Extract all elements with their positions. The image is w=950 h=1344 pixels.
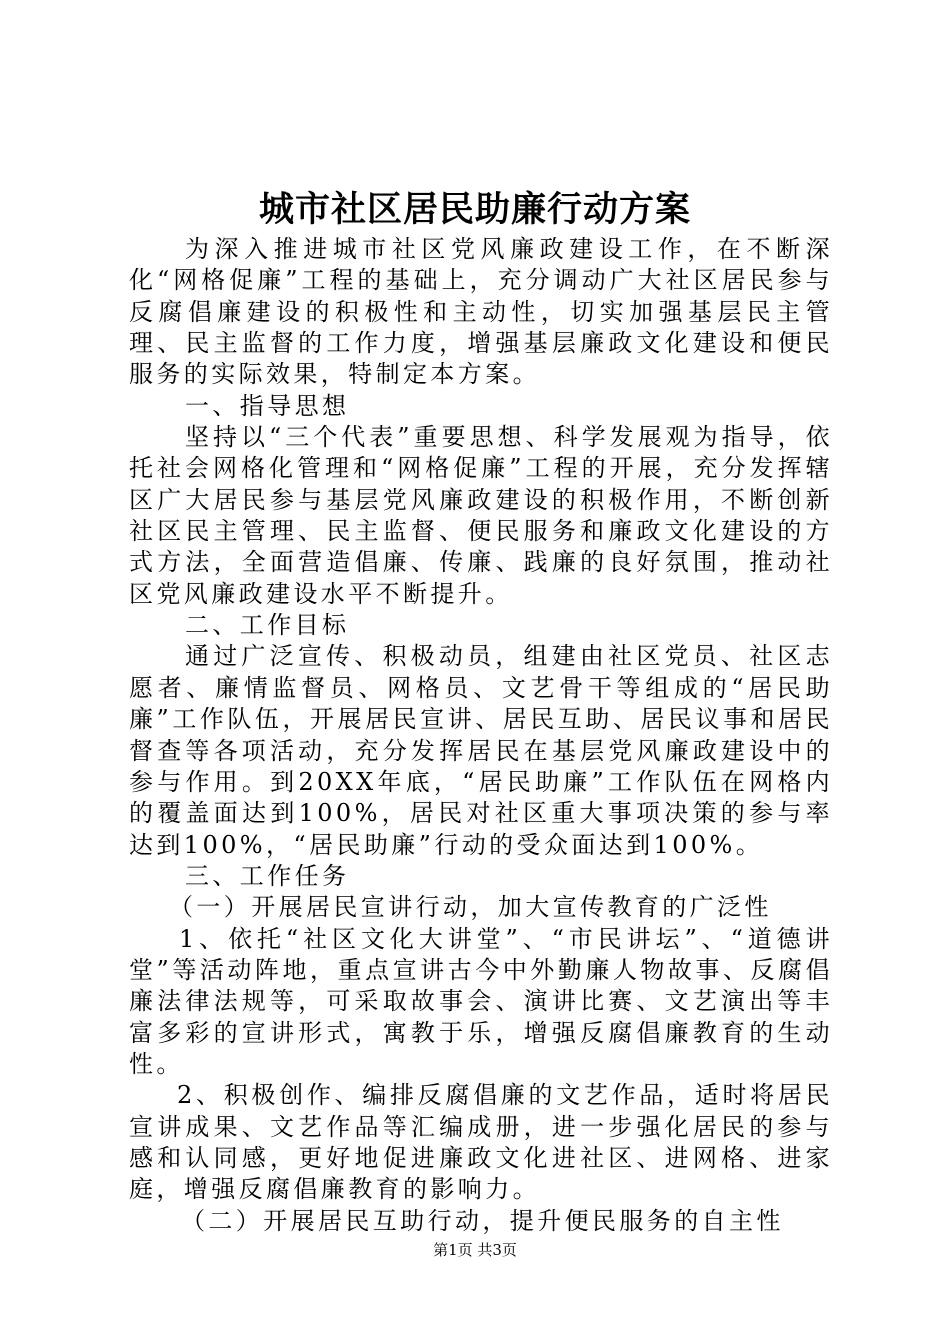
subsection-heading-publicity: （一）开展居民宣讲行动，加大宣传教育的广泛性	[169, 893, 772, 922]
page-footer: 第1页 共3页	[433, 1241, 517, 1259]
task-item-1: 1、依托“社区文化大讲堂”、“市民讲坛”、“道德讲堂”等活动阵地，重点宣讲古今中外勤廉人物故事、反腐倡廉法律法规等，可采取故事会、演讲比赛、文艺演出等丰富多彩的宣讲形式，寓教于乐，增强反腐倡廉教育的生动性。	[129, 924, 833, 1078]
document-title: 城市社区居民助廉行动方案	[258, 189, 691, 230]
work-goals-paragraph: 通过广泛宣传、积极动员，组建由社区党员、社区志愿者、廉情监督员、网格员、文艺骨干等组成的“居民助廉”工作队伍，开展居民宣讲、居民互助、居民议事和居民督查等各项活动，充分发挥居民在基层党风廉政建设中的参与作用。到20XX年底，“居民助廉”工作队伍在网格内的覆盖面达到100%，居民对社区重大事项决策的参与率达到100%，“居民助廉”行动的受众面达到100%。	[129, 642, 833, 859]
subsection-heading-mutual-aid: （二）开展居民互助行动，提升便民服务的自主性	[181, 1206, 784, 1235]
section-heading-work-tasks: 三、工作任务	[185, 861, 350, 890]
task-item-2: 2、积极创作、编排反腐倡廉的文艺作品，适时将居民宣讲成果、文艺作品等汇编成册，进一步强化居民的参与感和认同感，更好地促进廉政文化进社区、进网格、进家庭，增强反腐倡廉教育的影响力。	[129, 1081, 833, 1204]
section-heading-work-goals: 二、工作目标	[185, 611, 350, 640]
guiding-thought-paragraph: 坚持以“三个代表”重要思想、科学发展观为指导，依托社会网格化管理和“网格促廉”工程的开展，充分发挥辖区广大居民参与基层党风廉政建设的积极作用，不断创新社区民主管理、民主监督、便民服务和廉政文化建设的方式方法，全面营造倡廉、传廉、践廉的良好氛围，推动社区党风廉政建设水平不断提升。	[129, 423, 833, 608]
intro-paragraph: 为深入推进城市社区党风廉政建设工作，在不断深化“网格促廉”工程的基础上，充分调动广大社区居民参与反腐倡廉建设的积极性和主动性，切实加强基层民主管理、民主监督的工作力度，增强基层廉政文化建设和便民服务的实际效果，特制定本方案。	[129, 235, 833, 389]
section-heading-guiding-thought: 一、指导思想	[185, 391, 350, 420]
document-body	[129, 234, 833, 1237]
